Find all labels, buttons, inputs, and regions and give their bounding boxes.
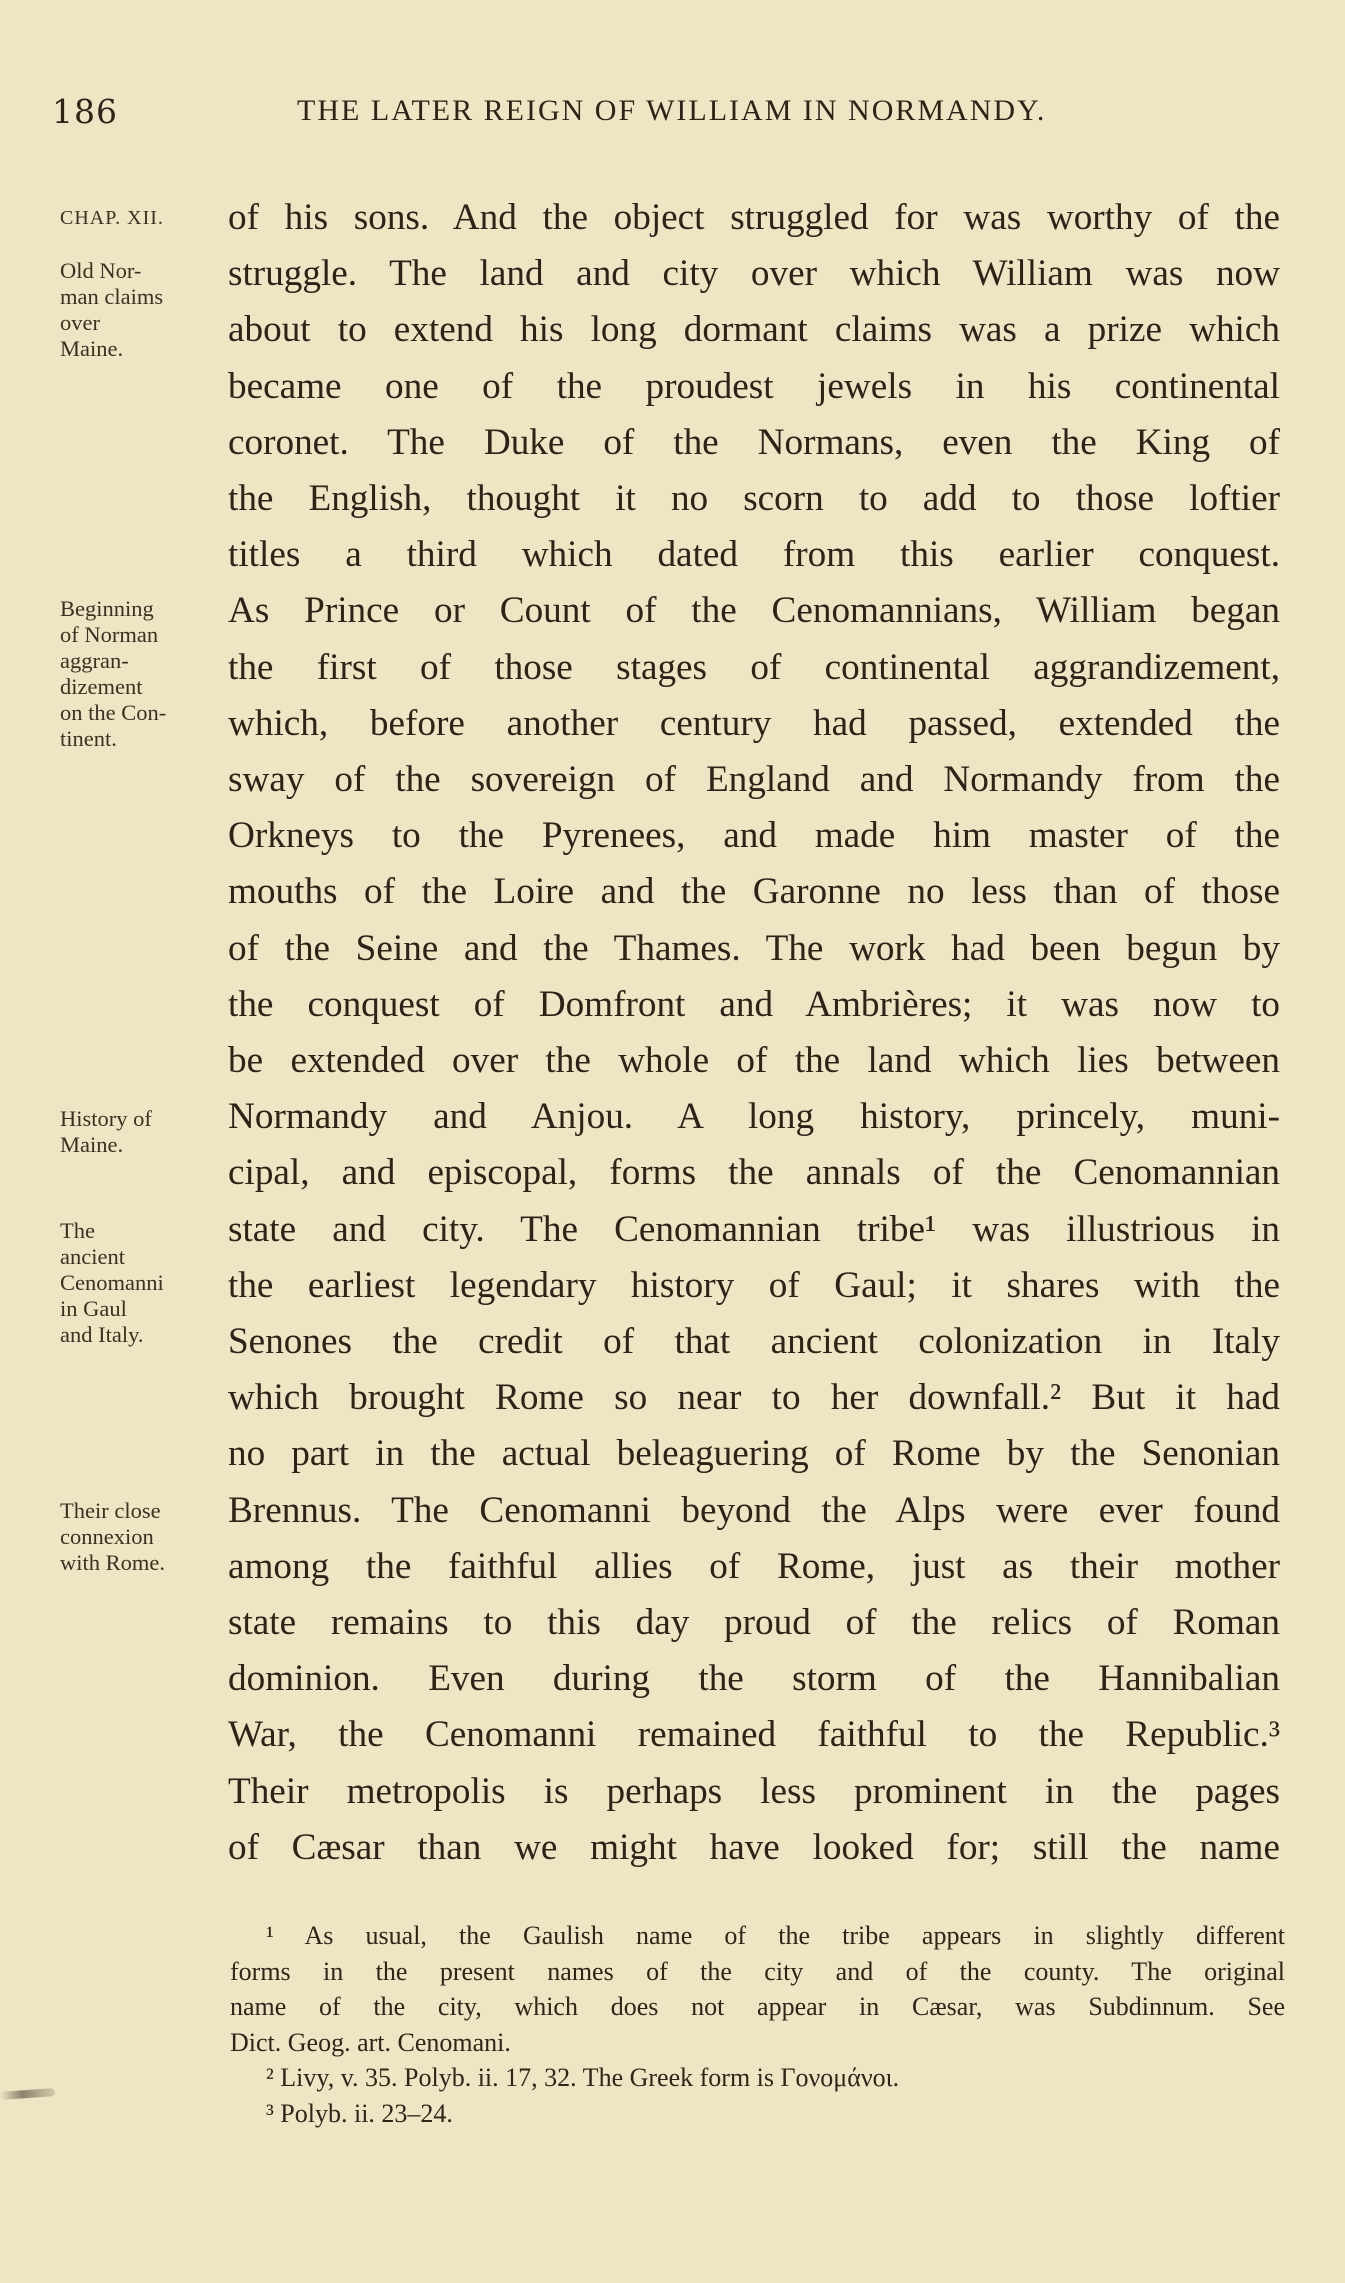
text-line: Senones the credit of that ancient colonization in Italy <box>228 1321 1280 1363</box>
text-line: of Cæsar than we might have looked for; still the name <box>228 1826 1280 1868</box>
margin-note-old-norman-claims: Old Nor- man claims over Maine. <box>60 258 164 361</box>
text-line: which brought Rome so near to her downfall.² But it had <box>228 1377 1280 1419</box>
footnote-1-line: Dict. Geog. art. Cenomani. <box>230 2027 511 2057</box>
text-line: which, before another century had passed, extended the <box>228 702 1280 744</box>
text-line: became one of the proudest jewels in his continental <box>228 365 1280 407</box>
text-line: Brennus. The Cenomanni beyond the Alps were ever found <box>228 1489 1280 1531</box>
text-line: no part in the actual beleaguering of Rome by the Senonian <box>228 1433 1280 1475</box>
text-line: among the faithful allies of Rome, just as their mother <box>228 1545 1280 1587</box>
margin-note-history-of-maine: History of Maine. <box>60 1106 152 1157</box>
margin-note-connexion-with-rome: Their close connexion with Rome. <box>60 1498 165 1575</box>
text-line: state remains to this day proud of the relics of Roman <box>228 1602 1280 1644</box>
running-title: THE LATER REIGN OF WILLIAM IN NORMANDY. <box>297 94 1047 127</box>
ink-smudge <box>0 2088 55 2100</box>
text-line: Their metropolis is perhaps less prominent in the pages <box>228 1770 1280 1812</box>
margin-chapter-label: CHAP. XII. <box>60 207 164 229</box>
text-line: the English, thought it no scorn to add to those loftier <box>228 478 1280 520</box>
main-text <box>228 190 1280 1876</box>
text-line: mouths of the Loire and the Garonne no less than of those <box>228 871 1280 913</box>
page-number: 186 <box>52 92 118 131</box>
text-line: War, the Cenomanni remained faithful to the Republic.³ <box>228 1714 1280 1756</box>
text-line: of his sons. And the object struggled for was worthy of the <box>228 197 1280 238</box>
text-line: As Prince or Count of the Cenomannians, William began <box>228 590 1280 632</box>
text-line: coronet. The Duke of the Normans, even the King of <box>228 421 1280 463</box>
text-line: the earliest legendary history of Gaul; it shares with the <box>228 1264 1280 1306</box>
footnote-1-line: forms in the present names of the city and of the county. The original <box>230 1956 1285 1986</box>
text-line: about to extend his long dormant claims was a prize which <box>228 309 1280 351</box>
text-line: Normandy and Anjou. A long history, princely, muni- <box>228 1096 1280 1138</box>
text-line: the conquest of Domfront and Ambrières; it was now to <box>228 983 1280 1025</box>
text-line: state and city. The Cenomannian tribe¹ was illustrious in <box>228 1208 1280 1250</box>
text-line: the first of those stages of continental aggrandizement, <box>228 646 1280 688</box>
text-line: be extended over the whole of the land which lies between <box>228 1040 1280 1082</box>
margin-note-beginning-aggrandizement: Beginning of Norman aggran- dizement on the Con- tinent. <box>60 596 167 751</box>
text-line: of the Seine and the Thames. The work had been begun by <box>228 927 1280 969</box>
footnote-1-line: ¹ As usual, the Gaulish name of the tribe appears in slightly different <box>266 1921 1285 1950</box>
text-line: cipal, and episcopal, forms the annals of the Cenomannian <box>228 1152 1280 1194</box>
footnotes <box>230 1918 1285 2131</box>
margin-note-ancient-cenomanni: The ancient Cenomanni in Gaul and Italy. <box>60 1218 164 1347</box>
text-line: Orkneys to the Pyrenees, and made him master of the <box>228 815 1280 857</box>
footnote-3: ³ Polyb. ii. 23–24. <box>266 2098 453 2128</box>
text-line: sway of the sovereign of England and Normandy from the <box>228 759 1280 801</box>
footnote-2: ² Livy, v. 35. Polyb. ii. 17, 32. The Greek form is Γονομάνοι. <box>266 2063 900 2092</box>
page-header <box>52 92 1282 152</box>
text-line: struggle. The land and city over which William was now <box>228 253 1280 295</box>
footnote-1-line: name of the city, which does not appear in Cæsar, was Subdinnum. See <box>230 1992 1285 2021</box>
text-line: titles a third which dated from this earlier conquest. <box>228 534 1280 576</box>
text-line: dominion. Even during the storm of the Hannibalian <box>228 1658 1280 1700</box>
